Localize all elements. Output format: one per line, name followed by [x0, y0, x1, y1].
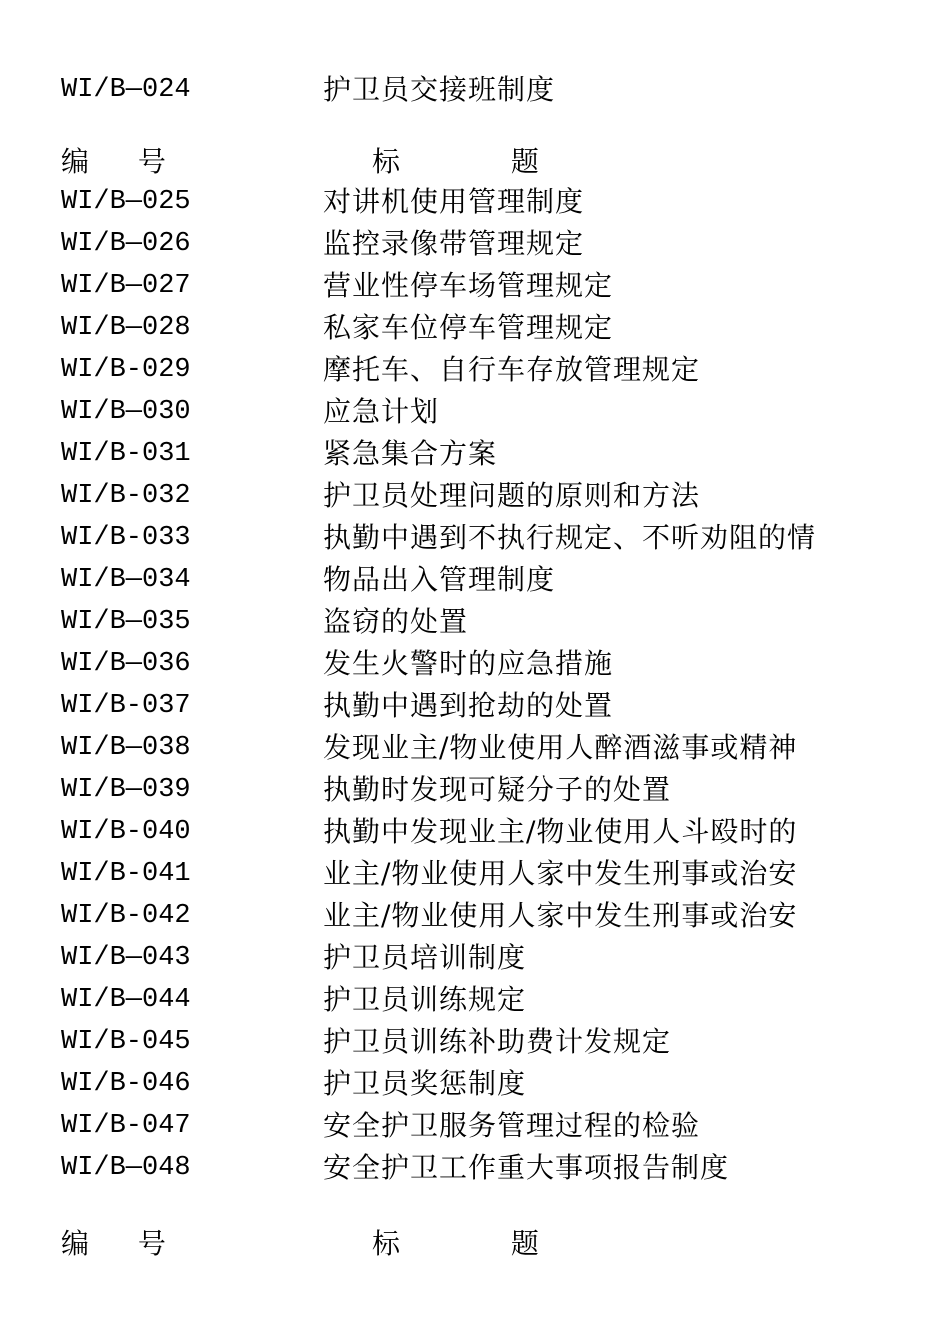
- item-code: WI/B-032: [61, 481, 191, 511]
- item-code: WI/B-037: [61, 691, 191, 721]
- list-item: [0, 70, 950, 110]
- item-title: 私家车位停车管理规定: [323, 311, 614, 344]
- item-code: WI/B-033: [61, 523, 191, 553]
- item-title: 业主/物业使用人家中发生刑事或治安: [323, 899, 798, 932]
- item-title: 对讲机使用管理制度: [323, 185, 585, 218]
- item-code: WI/B—025: [61, 187, 191, 217]
- item-title: 物品出入管理制度: [323, 563, 556, 596]
- list-item: [0, 896, 950, 936]
- item-code: WI/B-047: [61, 1111, 191, 1141]
- item-title: 护卫员训练规定: [323, 983, 527, 1016]
- item-title: 营业性停车场管理规定: [323, 269, 614, 302]
- item-title: 执勤中遇到抢劫的处置: [323, 689, 614, 722]
- list-item: [0, 1106, 950, 1146]
- list-item: [0, 350, 950, 390]
- item-code: WI/B-045: [61, 1027, 191, 1057]
- list-item: [0, 1022, 950, 1062]
- list-item: [0, 476, 950, 516]
- item-code: WI/B—034: [61, 565, 191, 595]
- item-code: WI/B-029: [61, 355, 191, 385]
- item-title: 安全护卫工作重大事项报告制度: [323, 1151, 730, 1184]
- item-title: 执勤中发现业主/物业使用人斗殴时的: [323, 815, 798, 848]
- list-item: [0, 770, 950, 810]
- item-title: 发生火警时的应急措施: [323, 647, 614, 680]
- list-item: [0, 812, 950, 852]
- item-title: 执勤中遇到不执行规定、不听劝阻的情: [323, 521, 817, 554]
- item-title: 盗窃的处置: [323, 605, 469, 638]
- item-code: WI/B—036: [61, 649, 191, 679]
- item-code: WI/B-046: [61, 1069, 191, 1099]
- list-item: [0, 728, 950, 768]
- item-code: WI/B—024: [61, 75, 191, 105]
- item-code: WI/B—028: [61, 313, 191, 343]
- item-title: 紧急集合方案: [323, 437, 498, 470]
- item-code: WI/B—027: [61, 271, 191, 301]
- item-title: 业主/物业使用人家中发生刑事或治安: [323, 857, 798, 890]
- list-item: [0, 644, 950, 684]
- list-item: [0, 182, 950, 222]
- list-item: [0, 1148, 950, 1188]
- item-code: WI/B—030: [61, 397, 191, 427]
- title-column-label: 标 题: [372, 1227, 540, 1260]
- item-code: WI/B-042: [61, 901, 191, 931]
- list-item: [0, 518, 950, 558]
- item-title: 摩托车、自行车存放管理规定: [323, 353, 701, 386]
- item-title: 执勤时发现可疑分子的处置: [323, 773, 672, 806]
- list-item: [0, 980, 950, 1020]
- item-code: WI/B—044: [61, 985, 191, 1015]
- code-column-label: 编 号: [61, 145, 166, 178]
- item-title: 护卫员处理问题的原则和方法: [323, 479, 701, 512]
- column-header: [0, 142, 950, 182]
- code-column-label: 编 号: [61, 1227, 166, 1260]
- item-code: WI/B-031: [61, 439, 191, 469]
- list-item: [0, 224, 950, 264]
- list-item: [0, 266, 950, 306]
- item-title: 发现业主/物业使用人醉酒滋事或精神: [323, 731, 798, 764]
- list-item: [0, 560, 950, 600]
- item-title: 安全护卫服务管理过程的检验: [323, 1109, 701, 1142]
- list-item: [0, 938, 950, 978]
- list-item: [0, 1064, 950, 1104]
- item-title: 应急计划: [323, 395, 440, 428]
- list-item: [0, 854, 950, 894]
- item-code: WI/B-040: [61, 817, 191, 847]
- item-code: WI/B—035: [61, 607, 191, 637]
- item-code: WI/B-041: [61, 859, 191, 889]
- list-item: [0, 308, 950, 348]
- title-column-label: 标 题: [372, 145, 540, 178]
- list-item: [0, 392, 950, 432]
- list-item: [0, 602, 950, 642]
- column-header: [0, 1224, 950, 1264]
- item-code: WI/B—043: [61, 943, 191, 973]
- list-item: [0, 686, 950, 726]
- item-title: 护卫员交接班制度: [323, 73, 556, 106]
- item-code: WI/B—038: [61, 733, 191, 763]
- item-code: WI/B—039: [61, 775, 191, 805]
- list-item: [0, 434, 950, 474]
- item-code: WI/B—026: [61, 229, 191, 259]
- item-title: 护卫员训练补助费计发规定: [323, 1025, 672, 1058]
- item-title: 监控录像带管理规定: [323, 227, 585, 260]
- item-title: 护卫员培训制度: [323, 941, 527, 974]
- item-title: 护卫员奖惩制度: [323, 1067, 527, 1100]
- item-code: WI/B—048: [61, 1153, 191, 1183]
